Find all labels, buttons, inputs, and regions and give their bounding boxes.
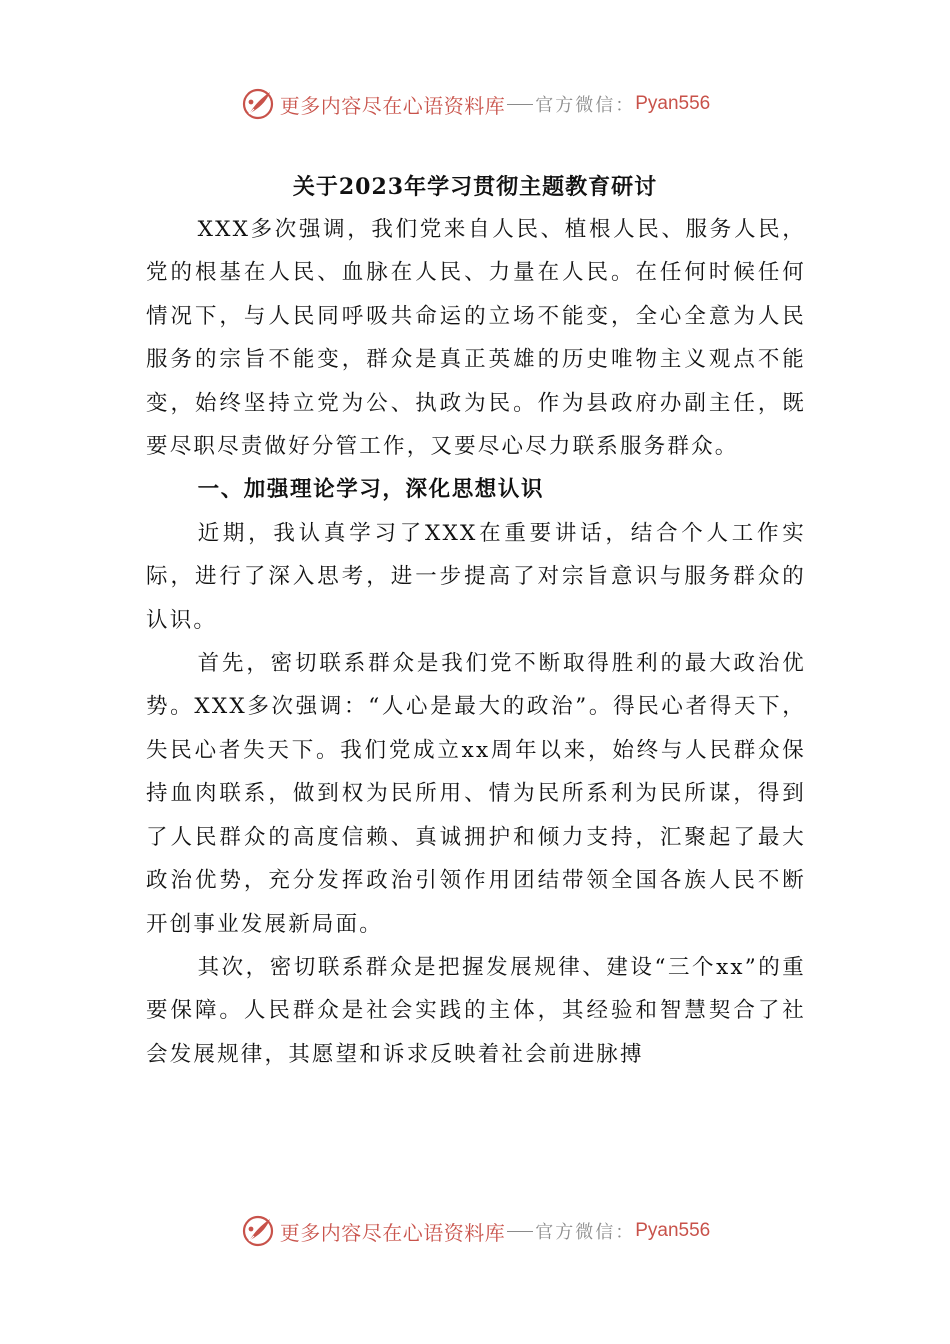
watermark-dash	[507, 1231, 533, 1232]
watermark-dash	[507, 104, 533, 105]
paragraph-second: 其次，密切联系群众是把握发展规律、建设“三个xx”的重要保障。人民群众是社会实践的主体，其经验和智慧契合了社会发展规律，其愿望和诉求反映着社会前进脉搏	[146, 954, 806, 1067]
watermark-site-text: 更多内容尽在心语资料库	[279, 1220, 506, 1245]
watermark-official-label: 官方微信：	[535, 1222, 636, 1243]
paragraph-first: 首先，密切联系群众是我们党不断取得胜利的最大政治优势。XXX多次强调：“人心是最大的政治”。得民心者得天下，失民心者失天下。我们党成立xx周年以来，始终与人民群众保持血肉联系，做到权为民所用、情为民所系利为民所谋，得到了人民群众的高度信赖、真诚拥护和倾力支持，汇聚起了最大政治优势，充分发挥政治引领作用团结带领全国各族人民不断开创事业发展新局面。	[146, 651, 806, 937]
document-title: 关于2023年学习贯彻主题教育研讨	[292, 174, 658, 200]
quill-pen-logo-icon	[240, 86, 276, 122]
document-body	[146, 208, 806, 1076]
quill-pen-logo-icon	[240, 1213, 276, 1249]
paragraph-intro: XXX多次强调，我们党来自人民、植根人民、服务人民，党的根基在人民、血脉在人民、力量在人民。在任何时候任何情况下，与人民同呼吸共命运的立场不能变，全心全意为人民服务的宗旨不能变，群众是真正英雄的历史唯物主义观点不能变，始终坚持立党为公、执政为民。作为县政府办副主任，既要尽职尽责做好分管工作，又要尽心尽力联系服务群众。	[146, 217, 806, 460]
watermark-official-label: 官方微信：	[535, 95, 636, 116]
watermark-site-text: 更多内容尽在心语资料库	[279, 93, 506, 118]
watermark-wechat-id: Pyan556	[635, 93, 711, 114]
paragraph-study: 近期，我认真学习了XXX在重要讲话，结合个人工作实际，进行了深入思考，进一步提高了对宗旨意识与服务群众的认识。	[146, 520, 806, 633]
section-heading-1: 一、加强理论学习，深化思想认识	[197, 477, 545, 503]
watermark-wechat-id: Pyan556	[635, 1220, 711, 1241]
header-watermark	[0, 84, 950, 124]
footer-watermark	[0, 1211, 950, 1251]
